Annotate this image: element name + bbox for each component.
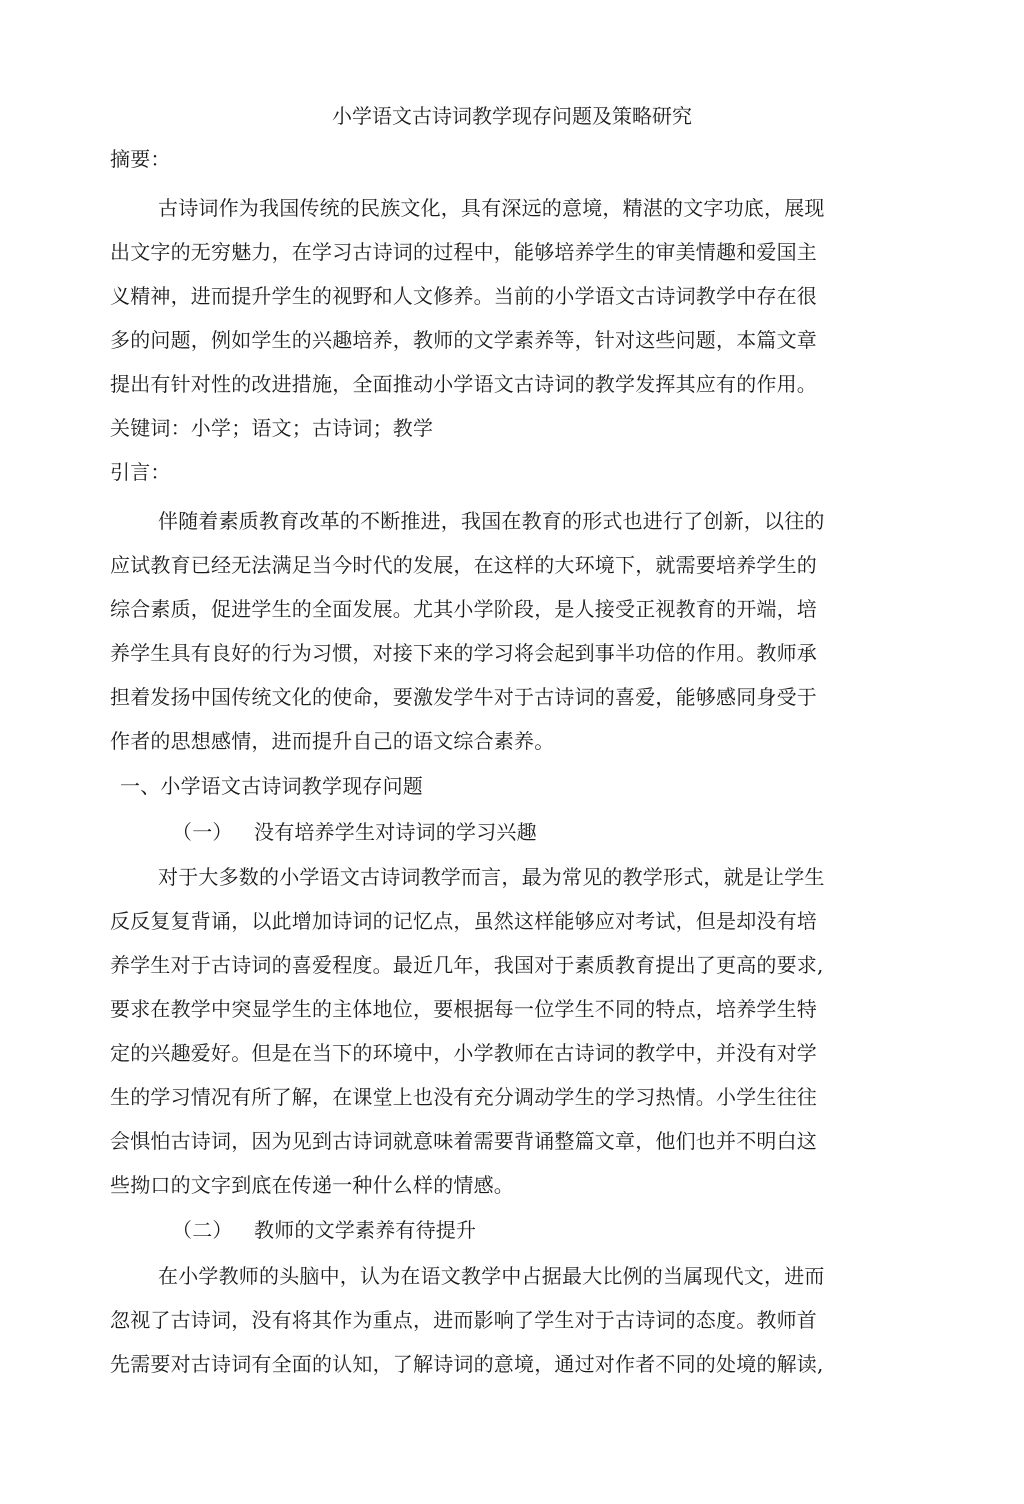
body-line: 反反复复背诵，以此增加诗词的记忆点，虽然这样能够应对考试，但是却没有培 (110, 909, 817, 933)
body-line: 生的学习情况有所了解，在课堂上也没有充分调动学生的学习热情。小学生往往 (110, 1085, 817, 1109)
intro-line: 伴随着素质教育改革的不断推进，我国在教育的形式也进行了创新，以往的 (158, 509, 825, 533)
abstract-line: 古诗词作为我国传统的民族文化，具有深远的意境，精湛的文字功底，展现 (158, 196, 825, 220)
subsection-heading (172, 1216, 952, 1244)
abstract-line: 义精神，进而提升学生的视野和人文修养。当前的小学语文古诗词教学中存在很 (110, 284, 817, 308)
intro-heading: 引言： (110, 460, 171, 484)
abstract-line: 出文字的无穷魅力，在学习古诗词的过程中，能够培养学生的审美情趣和爱国主 (110, 240, 817, 264)
abstract-line: 提出有针对性的改进措施，全面推动小学语文古诗词的教学发挥其应有的作用。 (110, 372, 817, 396)
intro-line: 作者的思想感情，进而提升自己的语文综合素养。 (110, 729, 555, 753)
intro-line: 综合素质，促进学生的全面发展。尤其小学阶段，是人接受正视教育的开端，培 (110, 597, 817, 621)
section-heading: 一、小学语文古诗词教学现存问题 (120, 774, 423, 798)
body-line: 定的兴趣爱好。但是在当下的环境中，小学教师在古诗词的教学中，并没有对学 (110, 1041, 817, 1065)
body-line: 对于大多数的小学语文古诗词教学而言，最为常见的教学形式，就是让学生 (158, 865, 825, 889)
intro-line: 应试教育已经无法满足当今时代的发展，在这样的大环境下，就需要培养学生的 (110, 553, 817, 577)
document-title: 小学语文古诗词教学现存问题及策略研究 (332, 104, 692, 128)
intro-line: 养学生具有良好的行为习惯，对接下来的学习将会起到事半功倍的作用。教师承 (110, 641, 817, 665)
body-line: 先需要对古诗词有全面的认知，了解诗词的意境，通过对作者不同的处境的解读, (110, 1352, 824, 1376)
body-line: 在小学教师的头脑中，认为在语文教学中占据最大比例的当属现代文，进而 (158, 1264, 825, 1288)
subsection-title: 没有培养学生对诗词的学习兴趣 (254, 820, 537, 844)
body-line: 忽视了古诗词，没有将其作为重点，进而影响了学生对于古诗词的态度。教师首 (110, 1308, 817, 1332)
keywords-line: 关键词：小学；语文；古诗词；教学 (110, 416, 434, 440)
intro-line: 担着发扬中国传统文化的使命，要激发学牛对于古诗词的喜爱，能够感同身受于 (110, 685, 817, 709)
abstract-heading: 摘要： (110, 147, 171, 171)
subsection-title: 教师的文学素养有待提升 (254, 1218, 477, 1242)
subsection-heading (172, 818, 952, 846)
body-line: 养学生对于古诗词的喜爱程度。最近几年，我国对于素质教育提出了更高的要求, (110, 953, 824, 977)
subsection-number: （一） (172, 820, 233, 844)
body-line: 些拗口的文字到底在传递一种什么样的情感。 (110, 1173, 514, 1197)
body-line: 会惧怕古诗词，因为见到古诗词就意味着需要背诵整篇文章，他们也并不明白这 (110, 1129, 817, 1153)
abstract-line: 多的问题，例如学生的兴趣培养，教师的文学素养等，针对这些问题，本篇文章 (110, 328, 817, 352)
body-line: 要求在教学中突显学生的主体地位，要根据每一位学生不同的特点，培养学生特 (110, 997, 817, 1021)
subsection-number: （二） (172, 1218, 233, 1242)
